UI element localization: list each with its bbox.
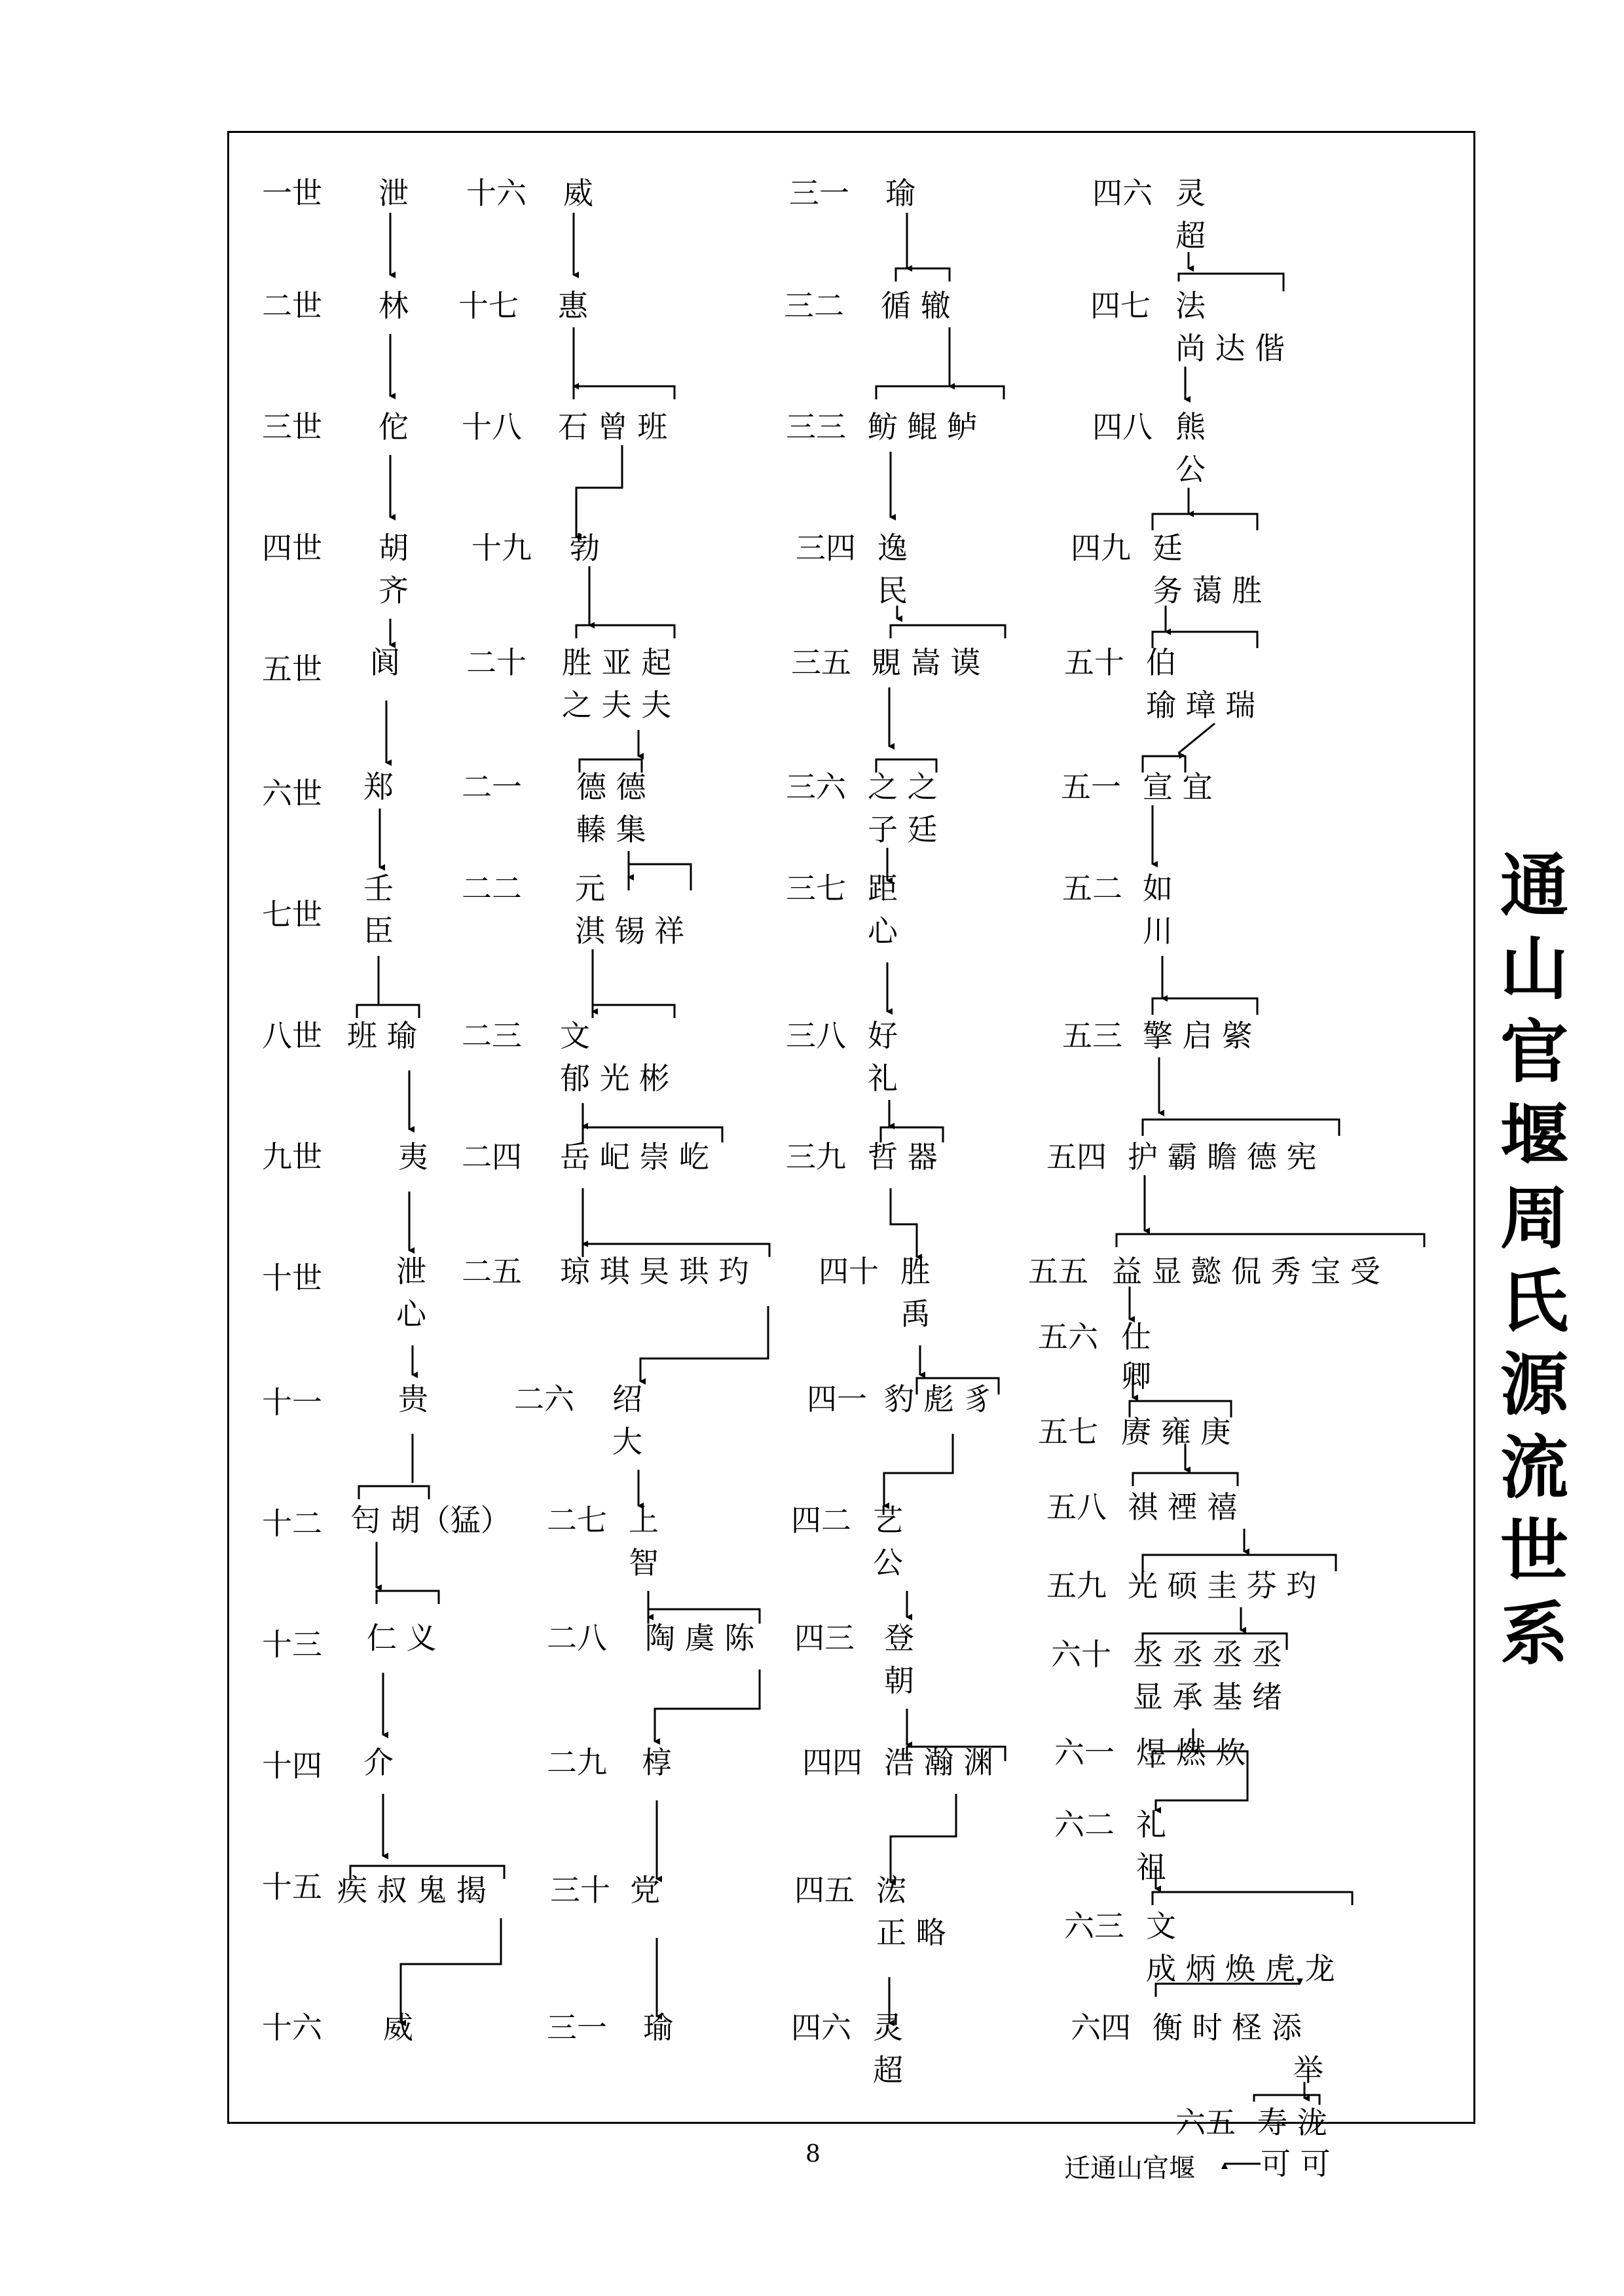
name-row: 浩 瀚 渊 <box>884 1745 994 1780</box>
generation-label: 四世 <box>262 530 322 566</box>
name-row: 衡 时 柽 添 <box>1153 2010 1302 2045</box>
generation-label: 四六 <box>791 2010 851 2045</box>
name-row: 疾 叔 鬼 揭 <box>337 1872 487 1908</box>
generation-label: 四二 <box>791 1503 851 1538</box>
name-row: 赓 雍 庚 <box>1121 1414 1231 1449</box>
name-row: 椁 <box>642 1745 672 1780</box>
generation-label: 二三 <box>462 1018 522 1053</box>
name-row: 胜 <box>900 1254 931 1289</box>
name-row: 仕 <box>1121 1319 1151 1355</box>
migration-note: 迁通山官堰 <box>1064 2153 1195 2183</box>
generation-label: 二一 <box>462 769 522 805</box>
name-row: 德 德 <box>576 769 646 805</box>
name-sub-row: 可 可 <box>1261 2146 1331 2181</box>
name-row: 贵 <box>398 1381 428 1417</box>
generation-label: 十七 <box>458 288 519 323</box>
name-sub-row: 瑜 璋 瑞 <box>1146 687 1256 723</box>
generation-label: 六一 <box>1054 1735 1115 1770</box>
generation-label: 二六 <box>514 1381 574 1417</box>
generation-label: 十世 <box>262 1260 322 1296</box>
name-row: 灵 <box>873 2010 903 2045</box>
name-sub-row: 公 <box>873 1545 903 1580</box>
generation-label: 三二 <box>784 288 844 323</box>
name-row: 伯 <box>1146 645 1176 680</box>
name-sub-row: 子 廷 <box>868 812 938 847</box>
name-sub-row: 轃 集 <box>576 812 646 847</box>
name-row: 上 <box>629 1503 659 1538</box>
name-row: 石 曾 班 <box>558 409 668 445</box>
generation-label: 二七 <box>547 1503 607 1538</box>
generation-label: 六三 <box>1064 1908 1124 1944</box>
name-sub-row: 超 <box>1175 218 1206 253</box>
generation-label: 二五 <box>462 1254 522 1289</box>
page-number: 8 <box>805 2141 821 2168</box>
name-row: 泄 <box>396 1254 426 1289</box>
name-sub-row: 心 <box>396 1296 426 1332</box>
generation-label: 十九 <box>471 530 532 566</box>
name-row: 宣 宜 <box>1143 769 1213 805</box>
generation-label: 五八 <box>1046 1489 1107 1525</box>
name-sub-row: 祖 <box>1136 1850 1166 1885</box>
generation-label: 二九 <box>547 1745 607 1780</box>
name-row: 礼 <box>1136 1807 1166 1842</box>
name-row: 元 <box>575 871 605 906</box>
name-row: 威 <box>383 2010 413 2045</box>
generation-label: 三五 <box>791 645 851 680</box>
generation-label: 四六 <box>1092 175 1153 211</box>
name-row: 循 辙 <box>881 288 951 323</box>
name-row: 文 <box>560 1018 590 1053</box>
generation-label: 八世 <box>262 1018 322 1053</box>
name-row: 擎 启 綮 <box>1143 1018 1253 1053</box>
generation-label: 三八 <box>786 1018 846 1053</box>
name-sub-row: 郁 光 彬 <box>560 1061 670 1096</box>
generation-label: 十八 <box>462 409 522 445</box>
name-row: 瑜 <box>643 2010 673 2045</box>
generation-label: 十一 <box>262 1385 322 1420</box>
generation-label: 三九 <box>786 1139 846 1175</box>
generation-label: 六五 <box>1175 2105 1236 2140</box>
name-sub-row: 超 <box>873 2052 903 2088</box>
generation-label: 三世 <box>262 409 322 445</box>
name-row: 夷 <box>398 1139 428 1175</box>
generation-label: 十三 <box>262 1627 322 1662</box>
name-row: 之 之 <box>868 769 938 805</box>
name-sub-row: 务 蔼 胜 <box>1153 573 1263 608</box>
generation-label: 十六 <box>466 175 526 211</box>
name-row: 覞 嵩 谟 <box>871 645 981 680</box>
name-row: 逸 <box>877 530 908 566</box>
generation-label: 五七 <box>1038 1414 1098 1449</box>
name-sub-row: 正 略 <box>876 1915 946 1950</box>
name-row: 好 <box>868 1018 898 1053</box>
name-row: 光 硕 圭 芬 玓 <box>1128 1568 1317 1603</box>
name-row: 益 显 懿 侃 秀 宝 受 <box>1112 1254 1380 1289</box>
generation-label: 十四 <box>262 1748 322 1783</box>
generation-label: 五九 <box>1046 1568 1107 1603</box>
name-sub-row: 显 承 基 绪 <box>1133 1679 1282 1715</box>
generation-label: 五十 <box>1064 645 1124 680</box>
name-row: 勃 <box>570 530 600 566</box>
name-row: 如 <box>1143 871 1173 906</box>
name-row: 惠 <box>558 288 588 323</box>
generation-label: 六十 <box>1051 1637 1111 1672</box>
generation-label: 三七 <box>786 871 846 906</box>
generation-label: 一世 <box>262 175 322 211</box>
name-row: 瑜 <box>885 175 915 211</box>
generation-label: 七世 <box>262 897 322 932</box>
name-row: 郑 <box>363 769 394 805</box>
name-row: 陶 虞 陈 <box>645 1620 755 1656</box>
page-title: 通山官堰周氏源流世系 <box>1500 846 1568 1674</box>
name-row: 岳 屺 崇 屹 <box>560 1139 709 1175</box>
generation-label: 四五 <box>794 1872 855 1908</box>
name-sub-row: 朝 <box>884 1663 914 1698</box>
generation-label: 六世 <box>262 776 322 811</box>
generation-label: 五四 <box>1046 1139 1107 1175</box>
generation-label: 二二 <box>462 871 522 906</box>
generation-label: 四一 <box>807 1381 867 1417</box>
name-sub-row: 臣 <box>363 913 394 949</box>
name-row: 班 瑜 <box>347 1018 417 1053</box>
name-row: 祺 禋 禧 <box>1128 1489 1238 1525</box>
name-row: 介 <box>363 1745 394 1780</box>
name-sub-row: 禹 <box>900 1296 931 1332</box>
generation-label: 九世 <box>262 1139 322 1175</box>
name-sub-row: 大 <box>612 1424 642 1459</box>
name-row: 胜 亚 起 <box>562 645 672 680</box>
name-sub-row: 智 <box>629 1545 659 1580</box>
generation-label: 四八 <box>1092 409 1153 445</box>
name-sub-row: 成 炳 焕 虎 龙 <box>1146 1951 1335 1986</box>
name-row: 豹 彪 豸 <box>884 1381 994 1417</box>
name-row: 法 <box>1175 288 1206 323</box>
name-row: 登 <box>884 1620 914 1656</box>
name-row: 哲 器 <box>868 1139 938 1175</box>
name-row: 煜 燃 炊 <box>1136 1735 1246 1770</box>
name-row: 佗 <box>378 409 409 445</box>
generation-label: 五六 <box>1038 1319 1098 1355</box>
generation-label: 五五 <box>1028 1254 1088 1289</box>
name-sub-row: 卿 <box>1121 1358 1151 1394</box>
name-row: 阆 <box>370 645 400 680</box>
name-row: 威 <box>563 175 593 211</box>
name-row: 护 霸 瞻 德 宪 <box>1128 1139 1317 1175</box>
generation-label: 三一 <box>547 2010 607 2045</box>
generation-label: 四七 <box>1090 288 1151 323</box>
name-row: 丞 丞 丞 丞 <box>1133 1637 1282 1672</box>
name-row: 胡 <box>378 530 409 566</box>
name-row: 绍 <box>612 1381 642 1417</box>
name-row: 党 <box>630 1872 660 1908</box>
name-row: 琼 琪 旲 珙 玓 <box>560 1254 749 1289</box>
name-sub-row: 心 <box>868 913 898 949</box>
generation-label: 五二 <box>1062 871 1122 906</box>
generation-label: 四三 <box>794 1620 855 1656</box>
generation-label: 三十 <box>550 1872 610 1908</box>
name-sub-row: 公 <box>1175 452 1206 487</box>
generation-label: 三四 <box>796 530 856 566</box>
name-row: 仁 义 <box>367 1620 437 1656</box>
generation-label: 三一 <box>789 175 849 211</box>
generation-label: 三六 <box>786 769 846 805</box>
generation-label: 五三 <box>1062 1018 1122 1053</box>
generation-label: 十二 <box>262 1506 322 1541</box>
name-sub-row: 淇 锡 祥 <box>575 913 685 949</box>
name-row: 匄 胡（猛） <box>350 1503 511 1538</box>
generation-label: 四四 <box>802 1745 862 1780</box>
generation-label: 六二 <box>1054 1807 1115 1842</box>
name-row: 寿 泷 <box>1257 2105 1327 2140</box>
name-row: 壬 <box>363 871 394 906</box>
generation-label: 二十 <box>466 645 526 680</box>
name-row: 熊 <box>1175 409 1206 445</box>
name-row: 林 <box>378 288 409 323</box>
name-sub-row: 之 夫 夫 <box>562 687 672 723</box>
name-sub-row: 民 <box>877 573 908 608</box>
name-sub-row: 礼 <box>868 1061 898 1096</box>
generation-label: 二四 <box>462 1139 522 1175</box>
name-sub-row: 齐 <box>378 573 409 608</box>
name-row: 泄 <box>378 175 409 211</box>
name-row: 距 <box>868 871 898 906</box>
generation-label: 四十 <box>819 1254 879 1289</box>
name-sub-row: 尚 达 偕 <box>1175 331 1285 366</box>
generation-label: 四九 <box>1071 530 1131 566</box>
name-row: 艺 <box>873 1503 903 1538</box>
generation-label: 二八 <box>547 1620 607 1656</box>
name-sub-row: 举 <box>1293 2052 1323 2088</box>
name-row: 浤 <box>876 1872 906 1908</box>
name-row: 廷 <box>1153 530 1183 566</box>
generation-label: 五一 <box>1061 769 1121 805</box>
generation-label: 十五 <box>262 1869 322 1904</box>
name-row: 鲂 鲲 鲈 <box>868 409 978 445</box>
name-sub-row: 川 <box>1143 913 1173 949</box>
name-row: 文 <box>1146 1908 1176 1944</box>
generation-label: 六四 <box>1071 2010 1131 2045</box>
generation-label: 五世 <box>262 651 322 687</box>
generation-label: 三三 <box>786 409 846 445</box>
generation-label: 十六 <box>262 2010 322 2045</box>
name-row: 灵 <box>1175 175 1206 211</box>
generation-label: 二世 <box>262 288 322 323</box>
